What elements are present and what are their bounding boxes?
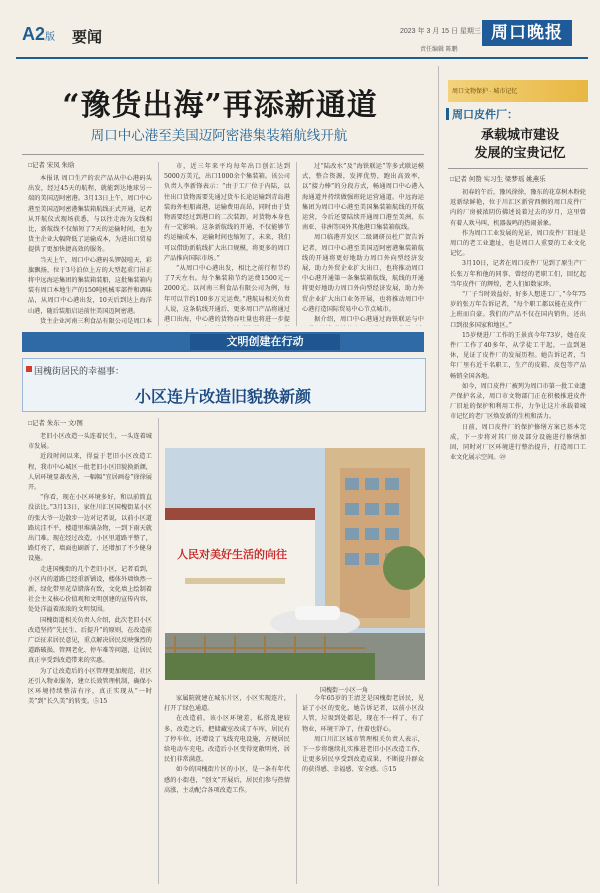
paragraph: 老旧小区改造一头连着民生，一头连着城市发展。 <box>28 433 152 451</box>
column-divider <box>158 162 159 326</box>
paragraph: 据介绍，周口中心港通过海铁联运与中 <box>314 316 424 324</box>
page-number: A2版 <box>22 24 56 44</box>
paragraph: 为了让改造后的小区管理更加规范，社区还引入物业服务，建立长效管理机制，确保小区环境持续整洁有序，真正实现从“一时美”到“长久美”的转变。⑤15 <box>28 667 152 706</box>
sidebar-kicker: 周口皮件厂： <box>452 109 518 121</box>
publication-date: 2023 年 3 月 15 日 星期三 <box>400 28 481 35</box>
paragraph: 过“陆改水”及“海铁联运”等多式联运模式，整合资源，发挥优势，跑出高效率，以“接力棒”的分段方式，畅通周口中心港入海通道并持续做强班轮运营通道。中远海运集团为周口中心港至美国集装箱航线的开航运营，今后还要陆续开通周口港至美洲、东南亚、非洲等国外其他港口集装箱航线。 <box>302 163 424 232</box>
photo-illustration <box>165 448 425 680</box>
section-headline: 小区连片改造旧貌换新颜 <box>134 389 311 406</box>
lead-headline: “豫货出海”再添新通道 <box>62 88 378 123</box>
paragraph: 本报讯 周口生产的农产品从中心港码头出发，经过45天的航程，就能到达地球另一端的美国迈阿密港。3月13日上午，周口中心港至美国迈阿密港集装箱航线正式开通，记者从开航仪式现场获悉，与以往走海为支线相比，新航线不仅缩短了7天的运输时间，也为货主企业大幅降低了运输成本，为进出口贸易提供了更加快捷高效的服务。 <box>28 175 152 254</box>
paragraph: 国槐街道相关负责人介绍，此次老旧小区改造坚持“先民生、后提升”的原则，在改造前广泛征求居民意见，重点解决居民反映强烈的道路破损、管网老化、停车难等问题，让居民真正享受到改造带来的实惠。 <box>28 616 152 665</box>
page-section-name: 要闻 <box>72 29 103 46</box>
column-divider <box>296 162 297 326</box>
paragraph: 货主企业河南三利食品有限公司是周口本 <box>40 317 152 325</box>
sidebar-banner-text: 周口文物保护 · 城市记忆 <box>452 89 518 95</box>
paragraph: 作为周口工业发展的见证，周口皮件厂旧址是周口的老工业遗址，也是周口人重要的工业文化记忆。 <box>450 229 586 258</box>
header-divider <box>16 57 588 59</box>
paragraph: 如今，周口皮件厂被列为周口市第一批工业遗产保护名录，周口市文物部门正在积极推进皮件厂旧址的保护和利用工作，力争让这片承载着城市记忆的老厂区焕发新的生机和活力。 <box>450 382 586 421</box>
sidebar-article-body <box>450 188 586 878</box>
paragraph: “你看，现在小区环境多好，和以前简直没法比。”3月13日，家住川汇区国槐街某小区的张大爷一边散步一边对记者说，以前小区道路坑洼不平，楼道里堆满杂物，一到下雨天就出门难。现在经过改造，小区里道路平整了，路灯亮了，墙面也刷新了，还增加了不少健身设施。 <box>28 494 152 563</box>
lead-byline: □记者 宋凤 朱晗 <box>28 162 75 169</box>
kicker-marker-icon <box>26 366 32 372</box>
paragraph: 家属院就建在城东片区，小区实现连片，打开了绿色通道。 <box>164 695 290 713</box>
section-kicker: 国槐街居民的幸福事： <box>34 366 125 376</box>
paragraph: 今年65岁的王清芝是国槐街老居民，见证了小区的变化。她告诉记者，以前小区没人管，垃圾到处都是，现在不一样了，有了物业，环境干净了，住着也舒心。 <box>302 695 424 733</box>
paragraph: 周口川汇区城市管理相关负责人表示，下一步将继续扎实推进老旧小区改造工作，让更多居民享受到改造成果，不断提升群众的获得感、幸福感、安全感。⑤15 <box>302 735 424 774</box>
newspaper-masthead: 周口晚报 <box>482 20 572 46</box>
lead-column-2 <box>164 162 290 326</box>
lead-column-3 <box>302 162 424 326</box>
community-photo <box>165 448 425 680</box>
sidebar-headline-line-2: 发展的宝贵记忆 <box>474 146 566 161</box>
paragraph: “从周口中心港出发，相比之前行程节约了7天左右。每个集装箱节约运费1500元～2000元。以河南三利食品有限公司为例，每年可以节约100多万元运费。”港航局相关负责人说，这条航线开通后，更多周口产品将通过港口出海，中心港的货物吞吐量也将进一步提 <box>164 265 290 324</box>
column-divider <box>296 694 297 884</box>
section-banner-title: 文明创建在行动 <box>190 334 340 350</box>
paragraph: 3月10日，记者在周口皮件厂见到了原生产厂长张万年和他的同事、曾经的老职工们，回忆起当年皮件厂的辉煌，老人们如数家珍。 <box>450 260 586 288</box>
column-divider <box>158 418 159 884</box>
paragraph: 近段时间以来，得益于老旧小区改造工程，我市中心城区一批老旧小区旧貌换新颜，人居环境显著改善，一幅幅“宜居画卷”徐徐展开。 <box>28 453 152 492</box>
photo-wall-slogan: 人民对美好生活的向往 <box>177 549 287 561</box>
sidebar-label-marker <box>446 108 449 120</box>
lead-divider <box>22 154 424 155</box>
paragraph: 15岁便进厂工作的王景真今年73岁，她在皮件厂工作了40多年，从学徒工干起，一直到退休，见证了皮件厂的发展历程。她告诉记者，当年厂里有近千名职工，生产的皮鞋、皮包等产品畅销全国各地。 <box>450 331 586 380</box>
sidebar-title-divider <box>448 168 588 169</box>
paragraph: 当天上午，周口中心港码头锣鼓喧天，彩旗飘扬，位于3号泊位上方的大型起重门吊正将中远海运集团的集装箱装船，这批集装箱内装有周口本地生产的150吨机械零部件和调味品，从周口中心港出发，10天后到达上海洋山港，随后装船启运前往美国迈阿密港。 <box>28 256 152 315</box>
paragraph: 在改造前，该小区环境差，私搭乱建较多，改造之后，把储藏室改成了车库，居民有了停车位，还增设了飞线充电设施，方便居民给电动车充电。改造后小区变得宽敞明亮，居民们非常满意。 <box>164 715 290 764</box>
paragraph: 走进国槐街的几个老旧小区，记者看到，小区内的道路已经重新铺设，楼体外墙焕然一新，绿化带里花草错落有致，文化墙上绘制着社会主义核心价值观和文明创建的宣传内容，处处洋溢着浓浓的文明氛围。 <box>28 565 152 614</box>
paragraph: 周口临港开发区二级调研员杜广贺告诉记者，周口中心港至美国迈阿密港集装箱航线的开通将更好地助力周口外向型经济发展，助力外贸企业扩大出口，也将推动周口中心港开通第一条集装箱航线，航线的开通将更好地助力周口外向型经济发展，助力外贸企业扩大出口业务开展，也将推动周口中心港打造国际贸易中心节点城市。 <box>302 234 424 313</box>
paragraph: 日前，周口皮件厂的保护修缮方案已基本完成，下一步将对其厂房及部分设施进行修缮加固，同时对厂区环境进行整治提升，打造周口工业文化展示空间。㉙ <box>450 423 586 462</box>
lead-subheadline: 周口中心港至美国迈阿密港集装箱航线开航 <box>90 128 348 143</box>
sidebar-byline: □记者 何赞 实习生 梁梦瑶 姚燕乐 <box>450 176 546 183</box>
section-column-3 <box>302 694 424 884</box>
section-column-1 <box>28 432 152 884</box>
paragraph: 初春的午后，豫风徐徐，豫东的花草树木粉轮返新绿鲜艳，位于川汇区新营西侧的周口皮件厂内的厂房被浓阴仿佛述说着过去的岁月，这里曾有着人欢马叫，机器轰鸣的热闹景象。 <box>450 189 586 227</box>
section-column-2 <box>164 694 290 884</box>
lead-column-1 <box>28 174 152 326</box>
photo-caption: 国槐街一小区一角 <box>320 688 369 694</box>
paragraph: “厂子当时效益好，好多人想进工厂，”今年75岁的张万年告诉记者，“每个职工都以能在皮件厂上班而自豪。我们的产品不仅在国内销售，还出口到很多国家和地区。” <box>450 291 586 329</box>
editor-credit: 责任编辑 陈鹏 <box>420 47 458 53</box>
sidebar-headline-line-1: 承载城市建设 <box>480 128 559 143</box>
paragraph: 市，近三年来平均每年出口创汇达到5000万美元，出口1000余个集装箱。该公司负责人李新锋表示：“由于工厂位于内陆，以往出口货物需要先通过货车长途运输到青岛港装海外柜船离港，运输费用高昂，同时由于货物需要经过到港口的二次装卸，对货物本身也有一定影响。这条新航线的开通，不仅能够节约运输成本，运输时间也缩短了，未来，我们可以借助新航线扩大出口规模，将更多的周口产品推向国际市场。” <box>164 163 290 262</box>
sidebar-divider <box>438 66 439 886</box>
paragraph: 如今的国槐街片区的小区，是一条有年代感的小街巷，“创文”开展后，居民们参与热情高涨，主动配合各项改造工作。 <box>164 766 290 794</box>
section-byline: □记者 朱东一 文/图 <box>28 420 83 427</box>
